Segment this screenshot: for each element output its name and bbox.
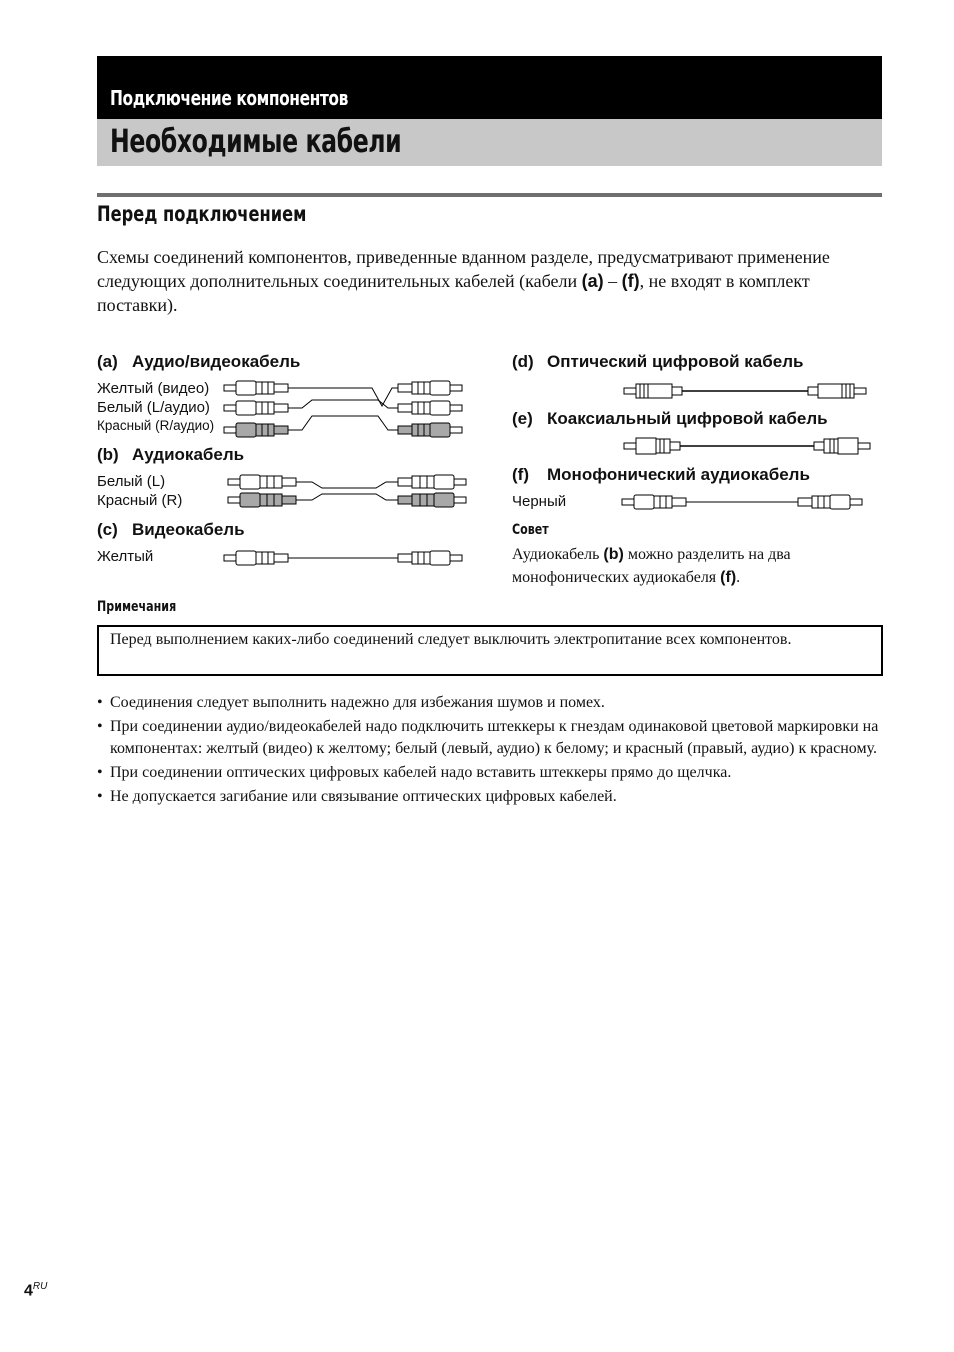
list-item: • При соединении оптических цифровых кабелей надо вставить штеккеры прямо до щелчка. xyxy=(97,762,887,784)
cable-b-plug-left-white xyxy=(228,475,296,489)
cable-c-letter: (c) xyxy=(97,520,118,539)
cable-e-name: Коаксиальный цифровой кабель xyxy=(547,409,828,428)
cable-d-name: Оптический цифровой кабель xyxy=(547,352,804,371)
cable-a-plug-left-white xyxy=(224,401,288,415)
cable-f-plug-left xyxy=(622,495,686,509)
cable-a-diagram xyxy=(222,376,468,440)
cable-b-heading xyxy=(97,445,244,465)
tip-text-1: Аудиокабель xyxy=(512,546,604,563)
cable-e-letter: (e) xyxy=(512,409,533,428)
cable-b-label-red: Красный (R) xyxy=(97,492,183,509)
cable-a-plug-left-yellow xyxy=(224,381,288,395)
cable-c-label-yellow: Желтый xyxy=(97,548,154,565)
cable-a-plug-left-red xyxy=(224,423,288,437)
category-band xyxy=(97,56,882,119)
cable-e-plug-right xyxy=(814,438,870,454)
cable-c-name: Видеокабель xyxy=(132,520,245,539)
cable-b-diagram xyxy=(226,470,468,510)
page-lang: RU xyxy=(32,1281,48,1292)
cable-a-plug-right-white xyxy=(398,401,462,415)
cable-f-letter: (f) xyxy=(512,465,529,484)
cable-f-label-black: Черный xyxy=(512,493,567,510)
cable-f-name: Монофонический аудиокабель xyxy=(547,465,810,484)
intro-ref-a: (a) xyxy=(581,271,604,291)
cable-c-plug-right xyxy=(398,551,462,565)
cable-f-plug-right xyxy=(798,495,862,509)
page-title: Необходимые кабели xyxy=(110,122,402,160)
cable-b-label-white: Белый (L) xyxy=(97,473,166,490)
cable-e-diagram xyxy=(622,434,874,458)
cable-a-plug-right-yellow xyxy=(398,381,462,395)
cable-a-plug-right-red xyxy=(398,423,462,437)
cable-b-letter: (b) xyxy=(97,445,119,464)
cable-d-plug-right xyxy=(808,384,866,398)
cable-e-plug-left xyxy=(624,438,680,454)
cable-a-wire-white xyxy=(288,400,398,408)
cable-a-label-red: Красный (R/аудио) xyxy=(97,418,215,433)
cable-b-plug-right-red xyxy=(398,493,466,507)
intro-dash: – xyxy=(603,271,622,291)
page-number-value: 4 xyxy=(24,1282,33,1300)
intro-text: Схемы соединений компонентов, приведенные вданном разделе, предусматривают применение следующих дополнительных соединительных кабелей (кабели xyxy=(97,247,830,291)
category-title: Подключение компонентов xyxy=(110,86,349,110)
section-title: Перед подключением xyxy=(97,202,307,226)
cable-b-name: Аудиокабель xyxy=(132,445,245,464)
notes-boxed-text: Перед выполнением каких-либо соединений следует выключить электропитание всех компонентов. xyxy=(110,631,792,648)
section-rule xyxy=(97,193,882,197)
tip-text-2: можно разделить на два монофонических аудиокабеля xyxy=(512,546,791,586)
notes-boxed-warning xyxy=(97,625,883,676)
cable-a-label-white: Белый (L/аудио) xyxy=(97,399,210,416)
cable-b-wire-white xyxy=(296,482,398,488)
page-number xyxy=(24,1281,47,1300)
cable-b-plug-left-red xyxy=(228,493,296,507)
cable-b-plug-right-white xyxy=(398,475,466,489)
cable-f-heading xyxy=(512,465,810,485)
cable-a-wire-red xyxy=(288,416,398,430)
cable-a-heading xyxy=(97,352,300,372)
cable-d-heading xyxy=(512,352,803,372)
tip-ref-b: (b) xyxy=(603,546,624,563)
list-item: • При соединении аудио/видеокабелей надо подключить штеккеры к гнездам одинаковой цветовой маркировки на компонентах: желтый (видео) к желтому; белый (левый, аудио) к белому; и красный (правый, аудио) к красному. xyxy=(97,716,887,760)
list-item: • Соединения следует выполнить надежно для избежания шумов и помех. xyxy=(97,692,887,714)
intro-paragraph xyxy=(97,245,887,317)
title-band xyxy=(97,119,882,166)
cable-d-diagram xyxy=(622,380,870,402)
tip-text-3: . xyxy=(736,569,741,586)
tip-text xyxy=(512,543,892,589)
cable-e-heading xyxy=(512,409,828,429)
notes-list xyxy=(97,692,887,810)
cable-a-name: Аудио/видеокабель xyxy=(132,352,301,371)
cable-f-diagram xyxy=(620,490,868,514)
tip-title: Совет xyxy=(512,522,549,538)
cable-d-plug-left xyxy=(624,384,682,398)
tip-ref-f: (f) xyxy=(720,569,737,586)
cable-c-plug-left xyxy=(224,551,288,565)
cable-c-heading xyxy=(97,520,245,540)
cable-b-wire-red xyxy=(296,494,398,500)
cable-a-letter: (a) xyxy=(97,352,118,371)
cable-a-label-yellow: Желтый (видео) xyxy=(97,380,210,397)
intro-text-end: , не входят в комплект поставки). xyxy=(97,271,810,315)
cable-d-letter: (d) xyxy=(512,352,534,371)
list-item: • Не допускается загибание или связывание оптических цифровых кабелей. xyxy=(97,786,887,808)
notes-title: Примечания xyxy=(97,599,177,615)
intro-ref-f: (f) xyxy=(621,271,640,291)
cable-c-diagram xyxy=(222,546,468,570)
